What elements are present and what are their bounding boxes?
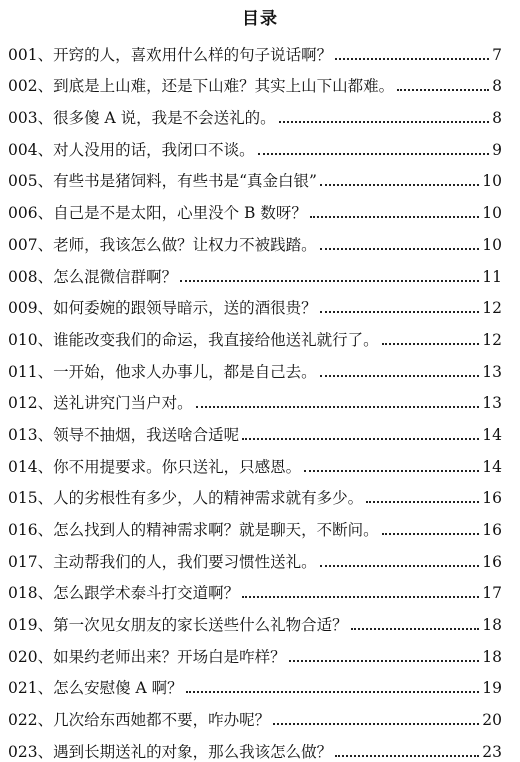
entry-number: 011 — [8, 362, 38, 381]
entry-title: 领导不抽烟，我送啥合适呢 — [53, 425, 240, 444]
entry-separator: 、 — [37, 299, 54, 318]
entry-page-number: 23 — [482, 742, 502, 761]
dot-leader — [273, 723, 479, 725]
toc-entry[interactable] — [8, 160, 502, 192]
entry-number: 019 — [8, 616, 38, 635]
toc-entry[interactable] — [8, 508, 502, 540]
dot-leader — [366, 501, 479, 503]
entry-title: 怎么安慰傻 A 啊？ — [53, 679, 183, 698]
entry-separator: 、 — [37, 140, 54, 159]
entry-number: 018 — [8, 584, 38, 603]
entry-number: 003 — [8, 109, 38, 128]
entry-separator: 、 — [37, 425, 54, 444]
dot-leader — [310, 216, 479, 218]
entry-number: 006 — [8, 204, 38, 223]
entry-separator: 、 — [37, 742, 54, 761]
entry-page-number: 20 — [482, 711, 502, 730]
toc-entry[interactable] — [8, 730, 502, 762]
dot-leader — [196, 406, 480, 408]
toc-entry[interactable] — [8, 477, 502, 509]
entry-title: 主动帮我们的人，我们要习惯性送礼。 — [53, 552, 317, 571]
entry-number: 010 — [8, 330, 38, 349]
entry-title: 人的劣根性有多少，人的精神需求就有多少。 — [53, 489, 364, 508]
entry-title: 怎么混微信群啊？ — [53, 267, 178, 286]
entry-separator: 、 — [37, 616, 54, 635]
entry-number: 022 — [8, 711, 38, 730]
entry-separator: 、 — [37, 362, 54, 381]
entry-page-number: 18 — [482, 616, 502, 635]
entry-number: 016 — [8, 521, 38, 539]
entry-number: 021 — [8, 679, 38, 698]
entry-separator: 、 — [37, 584, 54, 603]
entry-number: 005 — [8, 172, 38, 191]
entry-separator: 、 — [37, 552, 54, 571]
entry-title: 很多傻 A 说，我是不会送礼的。 — [53, 109, 276, 128]
dot-leader — [320, 375, 480, 377]
toc-entry[interactable] — [8, 318, 502, 350]
entry-number: 012 — [8, 394, 38, 413]
entry-page-number: 14 — [482, 425, 502, 444]
dot-leader — [320, 311, 480, 313]
entry-separator: 、 — [37, 457, 54, 476]
entry-title: 几次给东西她都不要，咋办呢？ — [53, 711, 271, 730]
entry-number: 007 — [8, 235, 38, 254]
entry-title: 第一次见女朋友的家长送些什么礼物合适？ — [53, 616, 348, 635]
entry-separator: 、 — [37, 711, 54, 730]
entry-page-number: 17 — [482, 584, 502, 603]
toc-entry[interactable] — [8, 603, 502, 635]
dot-leader — [304, 470, 479, 472]
entry-page-number: 12 — [482, 299, 502, 318]
entry-separator: 、 — [37, 394, 54, 413]
entry-separator: 、 — [37, 521, 54, 539]
dot-leader — [320, 184, 479, 186]
toc-entry[interactable] — [8, 445, 502, 477]
dot-leader — [258, 153, 489, 155]
entry-title: 送礼讲究门当户对。 — [53, 394, 193, 413]
toc-entry[interactable] — [8, 635, 502, 667]
entry-title: 如何委婉的跟领导暗示，送的酒很贵？ — [53, 299, 317, 318]
entry-separator: 、 — [37, 679, 54, 698]
entry-number: 023 — [8, 742, 38, 761]
toc-entry[interactable] — [8, 287, 502, 319]
entry-number: 020 — [8, 647, 38, 666]
dot-leader — [397, 89, 489, 91]
entry-title: 怎么找到人的精神需求啊？就是聊天，不断问。 — [53, 521, 379, 539]
entry-number: 001 — [8, 45, 38, 64]
entry-page-number: 11 — [482, 267, 502, 286]
entry-page-number: 10 — [482, 235, 502, 254]
entry-separator: 、 — [37, 77, 54, 96]
entry-title: 一开始，他求人办事儿，都是自己去。 — [53, 362, 317, 381]
entry-page-number: 16 — [482, 521, 502, 539]
entry-page-number: 18 — [482, 647, 502, 666]
entry-separator: 、 — [37, 109, 54, 128]
toc-entry[interactable] — [8, 413, 502, 445]
entry-separator: 、 — [37, 330, 54, 349]
entry-page-number: 7 — [492, 45, 502, 64]
entry-number: 017 — [8, 552, 38, 571]
entry-page-number: 8 — [492, 109, 502, 128]
entry-number: 013 — [8, 425, 38, 444]
dot-leader — [335, 755, 479, 757]
toc-entry[interactable] — [8, 698, 502, 730]
toc-entry[interactable] — [8, 33, 502, 65]
dot-leader — [335, 58, 489, 60]
dot-leader — [382, 343, 480, 345]
toc-entry[interactable] — [8, 255, 502, 287]
entry-title: 谁能改变我们的命运，我直接给他送礼就行了。 — [53, 330, 379, 349]
entry-title: 怎么跟学术泰斗打交道啊？ — [53, 584, 240, 603]
entry-page-number: 12 — [482, 330, 502, 349]
entry-page-number: 14 — [482, 457, 502, 476]
toc-title: 目录 — [242, 9, 278, 29]
toc-entry[interactable] — [8, 540, 502, 572]
toc-entry[interactable] — [8, 96, 502, 128]
entry-page-number: 10 — [482, 172, 502, 191]
entry-title: 如果约老师出来？开场白是咋样？ — [53, 647, 286, 666]
entry-separator: 、 — [37, 647, 54, 666]
entry-title: 自己是不是太阳，心里没个 B 数呀？ — [53, 204, 307, 223]
dot-leader — [279, 121, 489, 123]
toc-entry[interactable] — [8, 350, 502, 382]
entry-page-number: 8 — [492, 77, 502, 96]
entry-number: 014 — [8, 457, 38, 476]
dot-leader — [180, 280, 479, 282]
entry-title: 开窍的人，喜欢用什么样的句子说话啊？ — [53, 45, 333, 64]
toc-entry[interactable] — [8, 223, 502, 255]
entry-page-number: 10 — [482, 204, 502, 223]
entry-separator: 、 — [37, 45, 54, 64]
dot-leader — [242, 438, 479, 440]
dot-leader — [320, 565, 480, 567]
entry-page-number: 16 — [482, 489, 502, 508]
entry-number: 002 — [8, 77, 38, 96]
toc-entry[interactable] — [8, 382, 502, 414]
dot-leader — [320, 248, 480, 250]
entry-title: 对人没用的话，我闭口不谈。 — [53, 140, 255, 159]
dot-leader — [186, 691, 480, 693]
entry-page-number: 9 — [492, 140, 502, 159]
dot-leader — [382, 533, 480, 535]
toc-entry[interactable] — [8, 65, 502, 97]
entry-number: 015 — [8, 489, 38, 508]
dot-leader — [351, 628, 480, 630]
entry-separator: 、 — [37, 489, 54, 508]
dot-leader — [289, 660, 480, 662]
entry-page-number: 19 — [482, 679, 502, 698]
entry-title: 老师，我该怎么做？让权力不被践踏。 — [53, 235, 317, 254]
entry-number: 008 — [8, 267, 38, 286]
entry-page-number: 16 — [482, 552, 502, 571]
toc-entry[interactable] — [8, 667, 502, 699]
entry-separator: 、 — [37, 204, 54, 223]
entry-title: 遇到长期送礼的对象，那么我该怎么做？ — [53, 742, 333, 761]
table-of-contents — [8, 33, 502, 762]
toc-entry[interactable] — [8, 128, 502, 160]
dot-leader — [242, 596, 479, 598]
entry-title: 有些书是猪饲料，有些书是“真金白银” — [53, 172, 317, 191]
entry-separator: 、 — [37, 172, 54, 191]
entry-separator: 、 — [37, 267, 54, 286]
entry-separator: 、 — [37, 235, 54, 254]
entry-title: 到底是上山难，还是下山难？其实上山下山都难。 — [53, 77, 395, 96]
entry-number: 009 — [8, 299, 38, 318]
toc-entry[interactable] — [8, 572, 502, 604]
entry-page-number: 13 — [482, 362, 502, 381]
toc-entry[interactable] — [8, 191, 502, 223]
entry-title: 你不用提要求。你只送礼，只感恩。 — [53, 457, 302, 476]
entry-number: 004 — [8, 140, 38, 159]
entry-page-number: 13 — [482, 394, 502, 413]
